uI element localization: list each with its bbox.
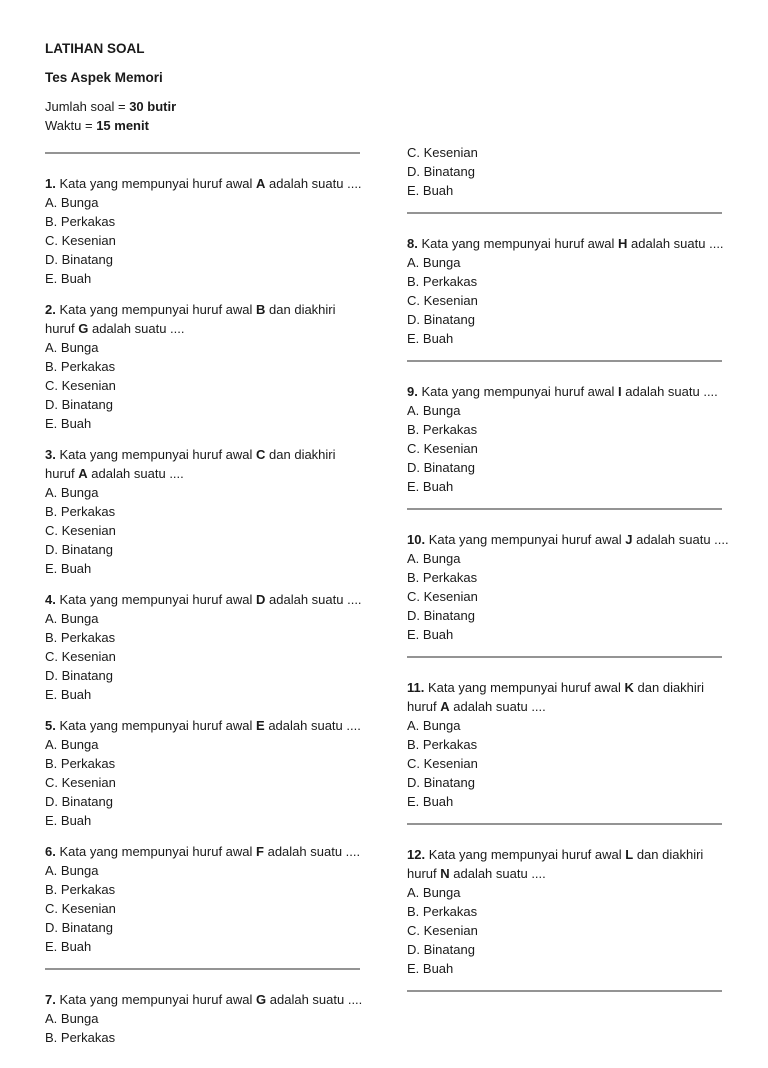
question-text [45,464,367,483]
question-text-segment: Kata yang mempunyai huruf awal [59,176,257,191]
answer-option: E. Buah [407,331,454,346]
question-text-segment: huruf [45,321,79,336]
left-column [45,148,367,1059]
question-number: 6. [45,844,60,859]
question-key-letter: N [440,866,450,881]
answer-option: D. Binatang [45,920,113,935]
answer-option: C. Kesenian [45,649,116,664]
question-number: 1. [45,176,60,191]
question-number: 10. [407,532,429,547]
answer-option: E. Buah [45,939,92,954]
question-text [45,716,367,735]
separator-rule [407,360,722,362]
question-text-segment: huruf [407,866,441,881]
answer-option: B. Perkakas [45,1030,116,1045]
question-count-line [45,97,176,116]
answer-option: D. Binatang [45,542,113,557]
answer-option: B. Perkakas [407,274,478,289]
question-text-segment: adalah suatu .... [627,236,724,251]
question-number: 3. [45,447,60,462]
answer-option: A. Bunga [45,611,99,626]
answer-option: C. Kesenian [407,145,478,160]
question-text [407,382,729,401]
answer-option: D. Binatang [407,608,475,623]
answer-option: E. Buah [45,416,92,431]
answer-option: A. Bunga [45,485,99,500]
question-text-segment: dan diakhiri [633,680,705,695]
answer-option: B. Perkakas [407,737,478,752]
question-number: 2. [45,302,60,317]
question-text-segment: dan diakhiri [265,302,336,317]
question-number: 8. [407,236,422,251]
question-number: 9. [407,384,422,399]
answer-option: D. Binatang [45,794,113,809]
question-key-letter: K [624,680,634,695]
question-text-segment: adalah suatu .... [264,718,361,733]
answer-option: A. Bunga [407,885,461,900]
answer-option: D. Binatang [407,942,475,957]
question-key-letter: L [625,847,634,862]
answer-option: E. Buah [407,961,454,976]
question-text-segment: adalah suatu .... [88,321,185,336]
question-text-segment: adalah suatu .... [449,866,546,881]
answer-option: E. Buah [407,183,454,198]
separator-rule [407,990,722,992]
question-block [45,445,367,578]
answer-option: B. Perkakas [45,214,116,229]
answer-option: E. Buah [45,561,92,576]
right-column [407,143,729,1012]
question-block [45,300,367,433]
question-text [45,300,367,319]
question-text-segment: adalah suatu .... [266,992,363,1007]
question-block [407,845,729,978]
answer-option: B. Perkakas [45,359,116,374]
question-text [407,845,729,864]
answer-option: A. Bunga [407,403,461,418]
question-text-segment: huruf [407,699,441,714]
time-limit-label: Waktu = [45,118,97,133]
question-text [45,842,367,861]
time-limit-line [45,116,176,135]
question-key-letter: I [618,384,622,399]
question-key-letter: A [256,176,266,191]
answer-option: B. Perkakas [407,570,478,585]
answer-option: B. Perkakas [45,756,116,771]
answer-option: B. Perkakas [407,422,478,437]
separator-rule [407,508,722,510]
question-text-segment: adalah suatu .... [621,384,718,399]
separator-rule [45,968,360,970]
question-key-letter: J [625,532,633,547]
answer-option: D. Binatang [407,164,475,179]
question-count-value: 30 butir [129,99,177,114]
question-text-segment: Kata yang mempunyai huruf awal [421,236,619,251]
answer-option: A. Bunga [407,255,461,270]
answer-option: A. Bunga [45,340,99,355]
question-text-segment: dan diakhiri [265,447,336,462]
answer-option: C. Kesenian [45,233,116,248]
question-number: 7. [45,992,60,1007]
question-number: 11. [407,680,428,695]
answer-option: D. Binatang [45,668,113,683]
answer-option: D. Binatang [45,252,113,267]
answer-option: E. Buah [407,794,454,809]
answer-option: E. Buah [45,271,92,286]
question-key-letter: E [256,718,265,733]
question-block [407,382,729,496]
question-text-segment: Kata yang mempunyai huruf awal [428,847,626,862]
question-text [45,319,367,338]
question-text-segment: Kata yang mempunyai huruf awal [59,447,257,462]
question-block [45,174,367,288]
answer-option: C. Kesenian [45,901,116,916]
question-block [407,234,729,348]
question-block [45,716,367,830]
question-text [407,530,729,549]
question-text-segment: dan diakhiri [633,847,704,862]
answer-option: A. Bunga [45,1011,99,1026]
question-text-segment: adalah suatu .... [632,532,729,547]
question-text-segment: adalah suatu .... [265,592,362,607]
question-text-segment: huruf [45,466,79,481]
question-text [45,445,367,464]
question-block [407,678,729,811]
question-text-segment: Kata yang mempunyai huruf awal [59,844,257,859]
question-text-segment: adalah suatu .... [87,466,184,481]
answer-option: E. Buah [407,627,454,642]
answer-option: C. Kesenian [45,775,116,790]
answer-option: A. Bunga [407,718,461,733]
question-block [45,590,367,704]
question-key-letter: B [256,302,266,317]
question-key-letter: G [78,321,89,336]
answer-option: B. Perkakas [45,504,116,519]
question-text [407,234,729,253]
answer-option: D. Binatang [407,775,475,790]
document-title: LATIHAN SOAL [45,41,145,56]
answer-option: E. Buah [45,813,92,828]
separator-rule [407,823,722,825]
question-text [45,990,367,1009]
question-number: 4. [45,592,60,607]
question-text [407,864,729,883]
answer-option: C. Kesenian [45,378,116,393]
answer-option: A. Bunga [45,195,99,210]
answer-option: C. Kesenian [407,441,478,456]
answer-option: A. Bunga [407,551,461,566]
question-text [45,590,367,609]
question-key-letter: A [440,699,450,714]
question-block [45,990,367,1047]
question-text-segment: Kata yang mempunyai huruf awal [59,718,257,733]
question-count-label: Jumlah soal = [45,99,130,114]
answer-option: D. Binatang [45,397,113,412]
answer-option: B. Perkakas [45,882,116,897]
document-header [45,39,176,135]
question-key-letter: F [256,844,264,859]
question-text-segment: adalah suatu .... [449,699,546,714]
question-number: 12. [407,847,429,862]
question-text-segment: Kata yang mempunyai huruf awal [427,680,625,695]
question-block [45,842,367,956]
question-key-letter: G [256,992,267,1007]
answer-option: A. Bunga [45,737,99,752]
question-key-letter: A [78,466,88,481]
separator-rule [407,212,722,214]
question-number: 5. [45,718,60,733]
answer-option: B. Perkakas [45,630,116,645]
question-text-segment: adalah suatu .... [263,844,361,859]
answer-option: C. Kesenian [407,293,478,308]
answer-option: C. Kesenian [407,589,478,604]
answer-option: A. Bunga [45,863,99,878]
question-text-segment: adalah suatu .... [265,176,362,191]
answer-option: D. Binatang [407,460,475,475]
question-text-segment: Kata yang mempunyai huruf awal [59,992,257,1007]
question-text-segment: Kata yang mempunyai huruf awal [59,302,257,317]
question-text [407,697,729,716]
answer-option: C. Kesenian [407,923,478,938]
document-subtitle: Tes Aspek Memori [45,70,163,85]
question-text-segment: Kata yang mempunyai huruf awal [421,384,619,399]
separator-rule [45,152,360,154]
answer-option: C. Kesenian [45,523,116,538]
question-text [45,174,367,193]
time-limit-value: 15 menit [96,118,149,133]
separator-rule [407,656,722,658]
answer-option: E. Buah [407,479,454,494]
options-continuation-block [407,143,729,200]
question-block [407,530,729,644]
question-key-letter: D [256,592,266,607]
answer-option: E. Buah [45,687,92,702]
answer-option: B. Perkakas [407,904,478,919]
question-text [407,678,729,697]
question-key-letter: H [618,236,628,251]
question-text-segment: Kata yang mempunyai huruf awal [428,532,626,547]
question-key-letter: C [256,447,266,462]
answer-option: C. Kesenian [407,756,478,771]
answer-option: D. Binatang [407,312,475,327]
question-text-segment: Kata yang mempunyai huruf awal [59,592,257,607]
